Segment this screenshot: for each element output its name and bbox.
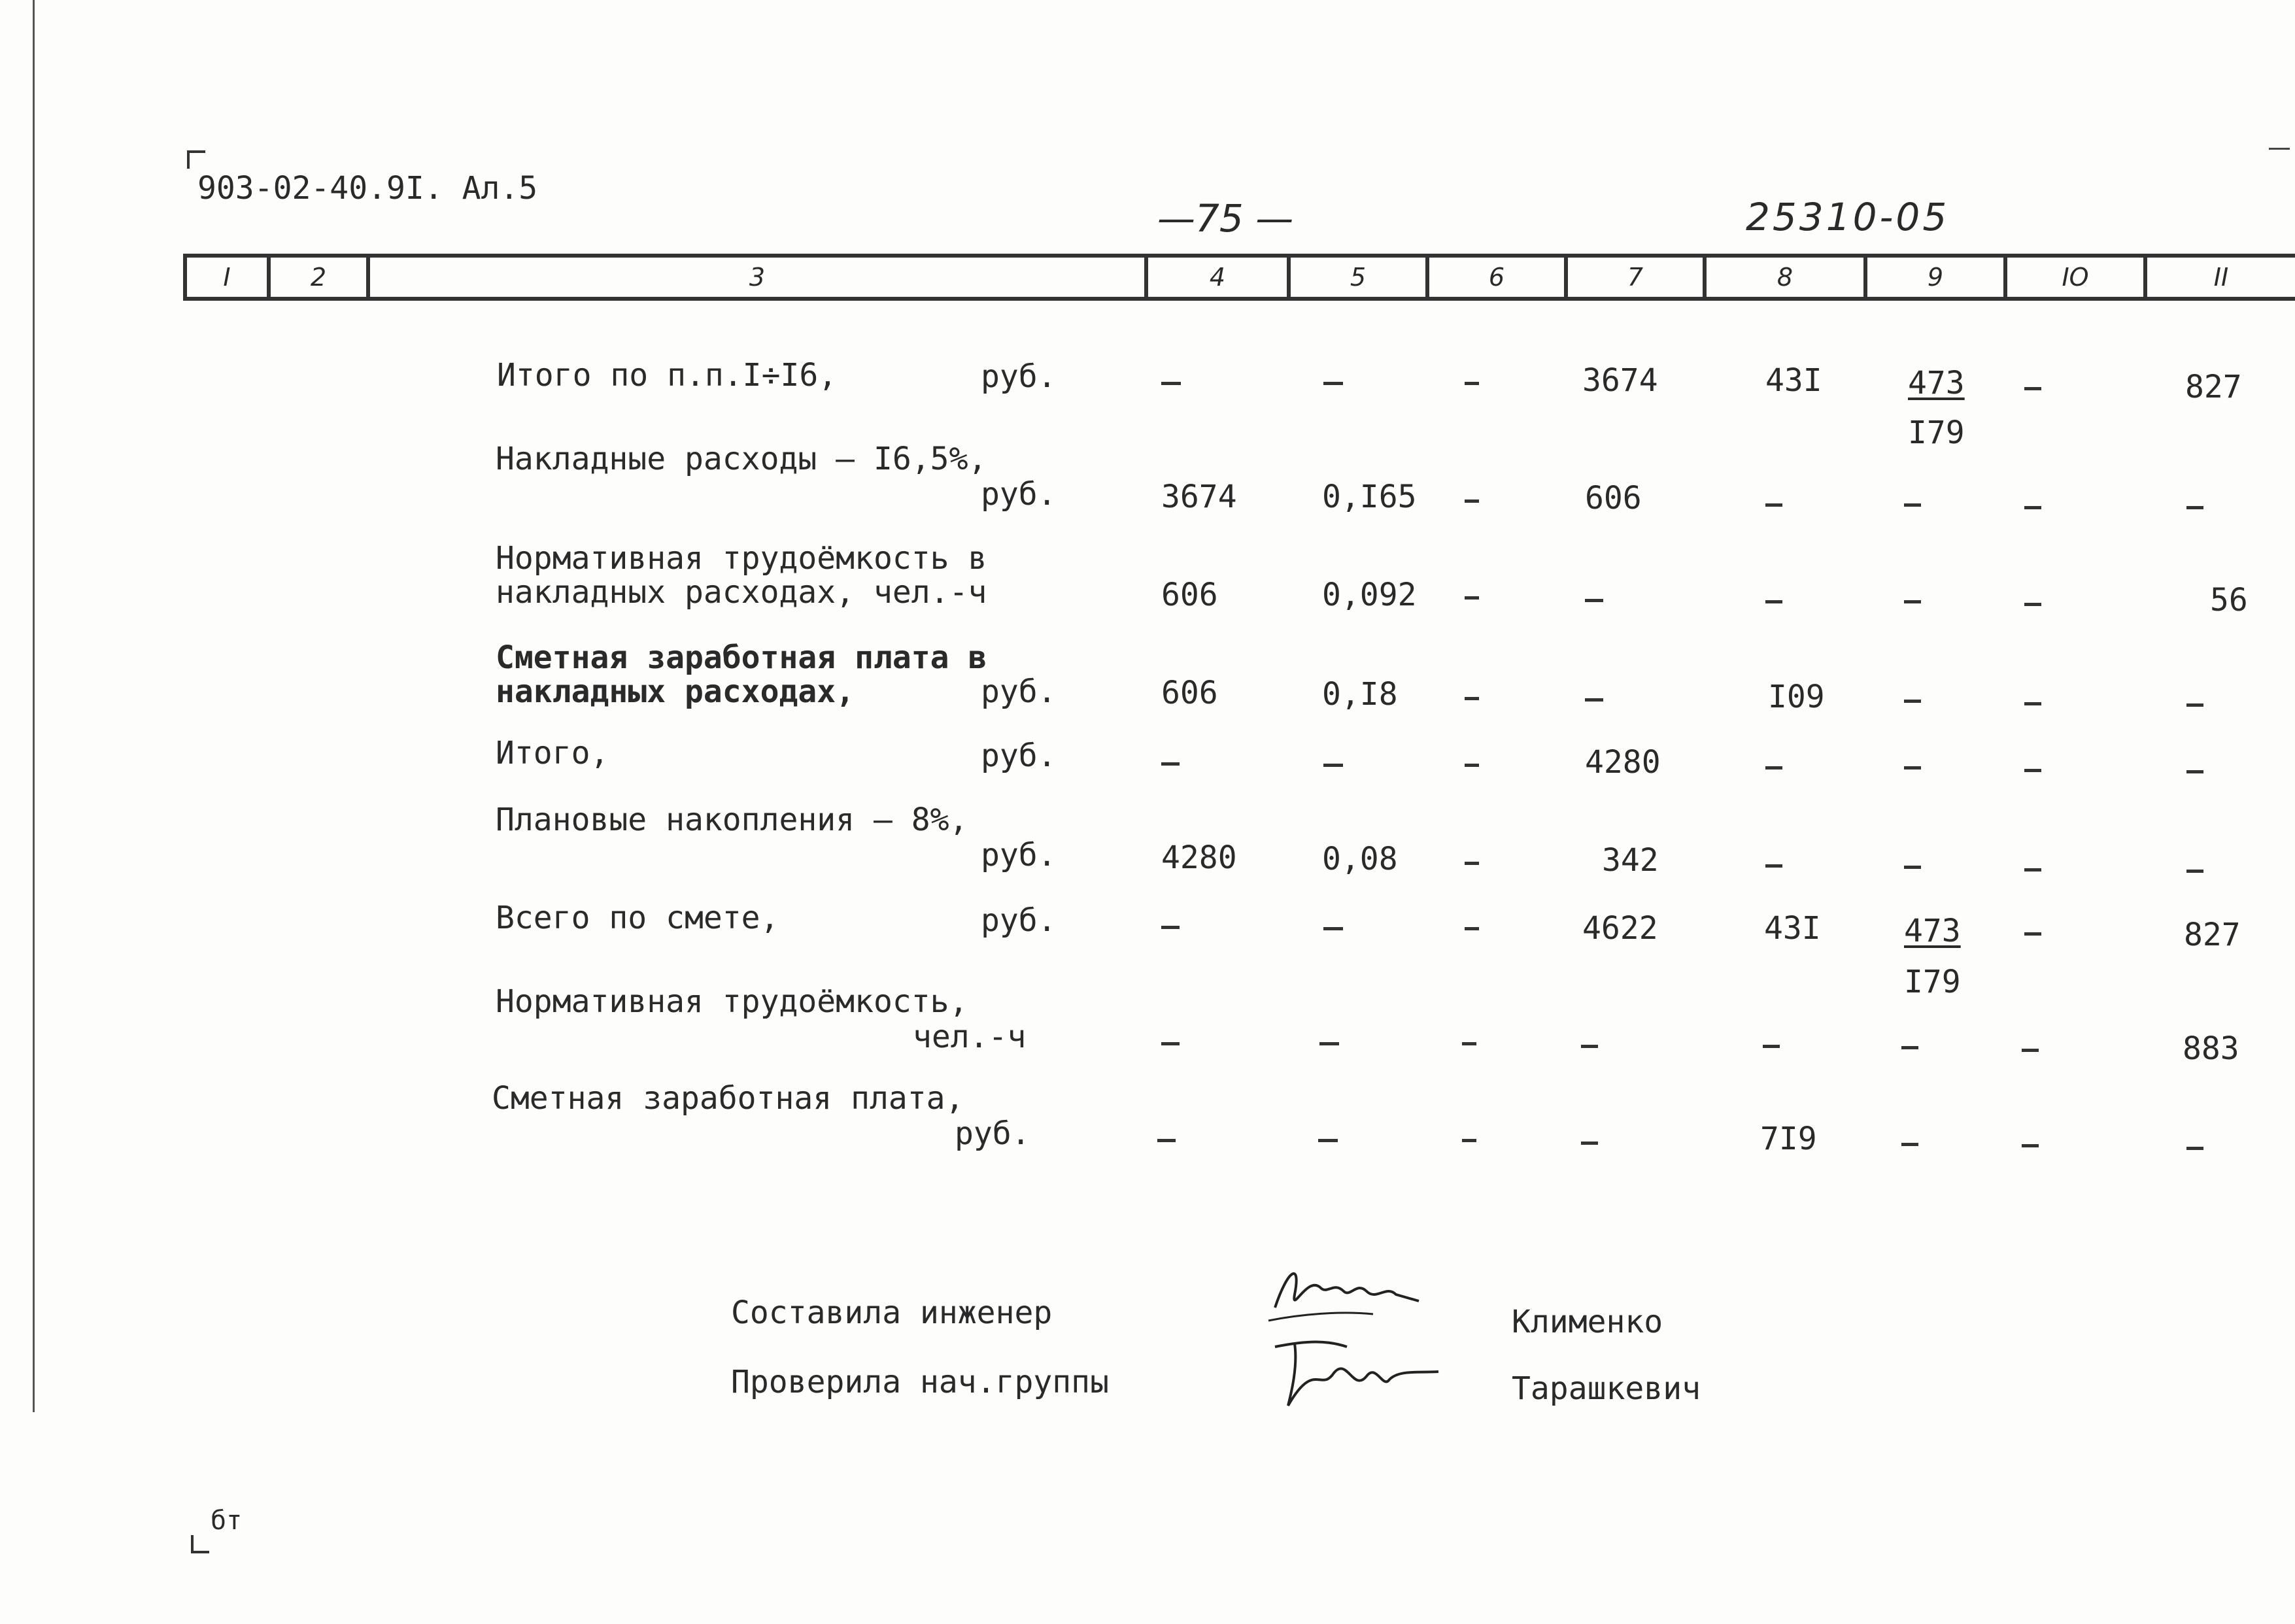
cell-c7: 342	[1602, 842, 1659, 879]
dash	[1904, 866, 1921, 869]
cell-c11: 827	[2185, 369, 2242, 405]
cell-c7: 3674	[1582, 362, 1658, 399]
dash	[2186, 870, 2203, 873]
row-label: Сметная заработная плата в	[496, 639, 987, 676]
column-header: I	[183, 258, 267, 297]
cell-c4: 606	[1161, 577, 1218, 613]
dash	[1581, 1142, 1598, 1145]
row-unit: руб.	[981, 476, 1057, 513]
dash	[1161, 382, 1181, 385]
cell-c5: 0,08	[1322, 841, 1398, 877]
column-header: 4	[1144, 258, 1287, 297]
dash	[1904, 503, 1921, 507]
doc-number: 25310-05	[1746, 195, 1950, 239]
dash	[1585, 599, 1603, 602]
dash	[2024, 702, 2041, 705]
dash	[1765, 600, 1782, 603]
cell-c8: 43I	[1765, 362, 1822, 399]
dash	[1901, 1143, 1918, 1146]
dash	[1765, 503, 1782, 507]
dash	[1465, 927, 1479, 930]
column-header: 5	[1287, 258, 1425, 297]
dash	[1465, 499, 1479, 503]
dash	[2022, 1049, 2039, 1052]
compiled-role: Составила инженер	[731, 1294, 1053, 1331]
dash	[2024, 506, 2041, 509]
signature-mark	[1268, 1334, 1445, 1419]
row-label: Нормативная трудоёмкость в	[496, 540, 987, 577]
dash	[1161, 762, 1180, 766]
row-unit: руб.	[981, 837, 1057, 873]
dash	[1465, 764, 1479, 767]
row-label: Нормативная трудоёмкость,	[496, 983, 968, 1020]
cell-c5: 0,I8	[1322, 676, 1398, 713]
edge-mark	[2269, 148, 2290, 150]
row-label: Итого,	[496, 735, 609, 771]
dash	[1323, 764, 1343, 767]
cell-c9-sub: I79	[1904, 964, 1961, 1000]
row-label: накладных расходах,	[496, 673, 855, 710]
cell-c7: 4280	[1585, 744, 1661, 781]
row-unit: чел.-ч	[913, 1019, 1027, 1055]
cell-c5: 0,092	[1322, 577, 1417, 613]
column-header: IO	[2003, 258, 2143, 297]
cell-c11: 827	[2184, 917, 2241, 953]
dash	[1465, 382, 1479, 385]
compiled-name: Клименко	[1512, 1304, 1663, 1340]
dash	[2186, 506, 2203, 509]
cell-c4: 3674	[1161, 479, 1237, 515]
dash	[2024, 769, 2041, 772]
row-unit: руб.	[981, 358, 1057, 395]
corner-mark-top	[187, 150, 205, 169]
dash	[1581, 1045, 1598, 1048]
row-label: накладных расходах, чел.-ч	[496, 574, 987, 611]
row-label: Плановые накопления – 8%,	[496, 802, 968, 838]
column-header: 9	[1863, 258, 2003, 297]
dash	[2024, 932, 2041, 936]
cell-c4: 4280	[1161, 839, 1237, 876]
cell-c7: 606	[1585, 480, 1642, 516]
doc-code: 903-02-40.9I. Ал.5	[197, 170, 538, 207]
dash	[1319, 1042, 1339, 1045]
cell-c8: I09	[1768, 679, 1825, 715]
dash	[1161, 926, 1180, 929]
dash	[2186, 1147, 2203, 1150]
cell-c4: 606	[1161, 675, 1218, 711]
checked-role: Проверила нач.группы	[731, 1364, 1109, 1400]
column-header: II	[2143, 258, 2295, 297]
cell-c9: 473	[1904, 913, 1961, 949]
cell-c11: 56	[2210, 582, 2248, 618]
dash	[1157, 1139, 1176, 1142]
dash	[2024, 868, 2041, 871]
dash	[1904, 600, 1921, 603]
row-unit: руб.	[955, 1115, 1030, 1152]
binding-line	[33, 0, 35, 1412]
dash	[1904, 700, 1921, 703]
row-label: Итого по п.п.I÷I6,	[497, 357, 838, 394]
dash	[1318, 1139, 1338, 1142]
page-number: —75 —	[1157, 196, 1294, 241]
row-label: Всего по смете,	[496, 900, 779, 936]
row-unit: руб.	[981, 902, 1057, 939]
dash	[2022, 1144, 2039, 1147]
column-header: 3	[366, 258, 1144, 297]
dash	[1465, 697, 1479, 700]
dash	[1323, 927, 1343, 930]
dash	[1161, 1042, 1180, 1045]
row-label: Накладные расходы – I6,5%,	[496, 441, 987, 477]
column-header: 6	[1425, 258, 1564, 297]
column-header-row	[183, 254, 2295, 301]
dash	[2024, 387, 2041, 390]
column-header: 8	[1703, 258, 1863, 297]
dash	[2186, 770, 2203, 773]
cell-c11: 883	[2183, 1030, 2239, 1067]
cell-c8: 43I	[1764, 910, 1821, 947]
dash	[1462, 1042, 1476, 1045]
signature-mark	[1262, 1255, 1432, 1334]
dash	[1763, 1045, 1780, 1048]
dash	[2024, 603, 2041, 606]
column-header: 2	[267, 258, 366, 297]
cell-c9: 473	[1908, 365, 1965, 401]
footer-mark: бт	[211, 1506, 243, 1536]
cell-c9-sub: I79	[1908, 414, 1965, 451]
checked-name: Тарашкевич	[1512, 1370, 1701, 1407]
row-label: Сметная заработная плата,	[492, 1080, 964, 1117]
cell-c8: 7I9	[1760, 1121, 1817, 1157]
row-unit: руб.	[981, 737, 1057, 774]
dash	[1901, 1046, 1918, 1049]
dash	[1585, 698, 1603, 702]
cell-c7: 4622	[1582, 910, 1658, 947]
dash	[1765, 766, 1782, 770]
dash	[2186, 703, 2203, 707]
cell-c5: 0,I65	[1322, 479, 1417, 515]
column-header: 7	[1564, 258, 1703, 297]
dash	[1465, 862, 1479, 865]
dash	[1765, 864, 1782, 868]
dash	[1462, 1139, 1476, 1142]
dash	[1465, 596, 1479, 600]
dash	[1323, 382, 1343, 385]
dash	[1904, 766, 1921, 770]
corner-mark-bottom	[191, 1535, 209, 1553]
row-unit: руб.	[981, 673, 1057, 710]
